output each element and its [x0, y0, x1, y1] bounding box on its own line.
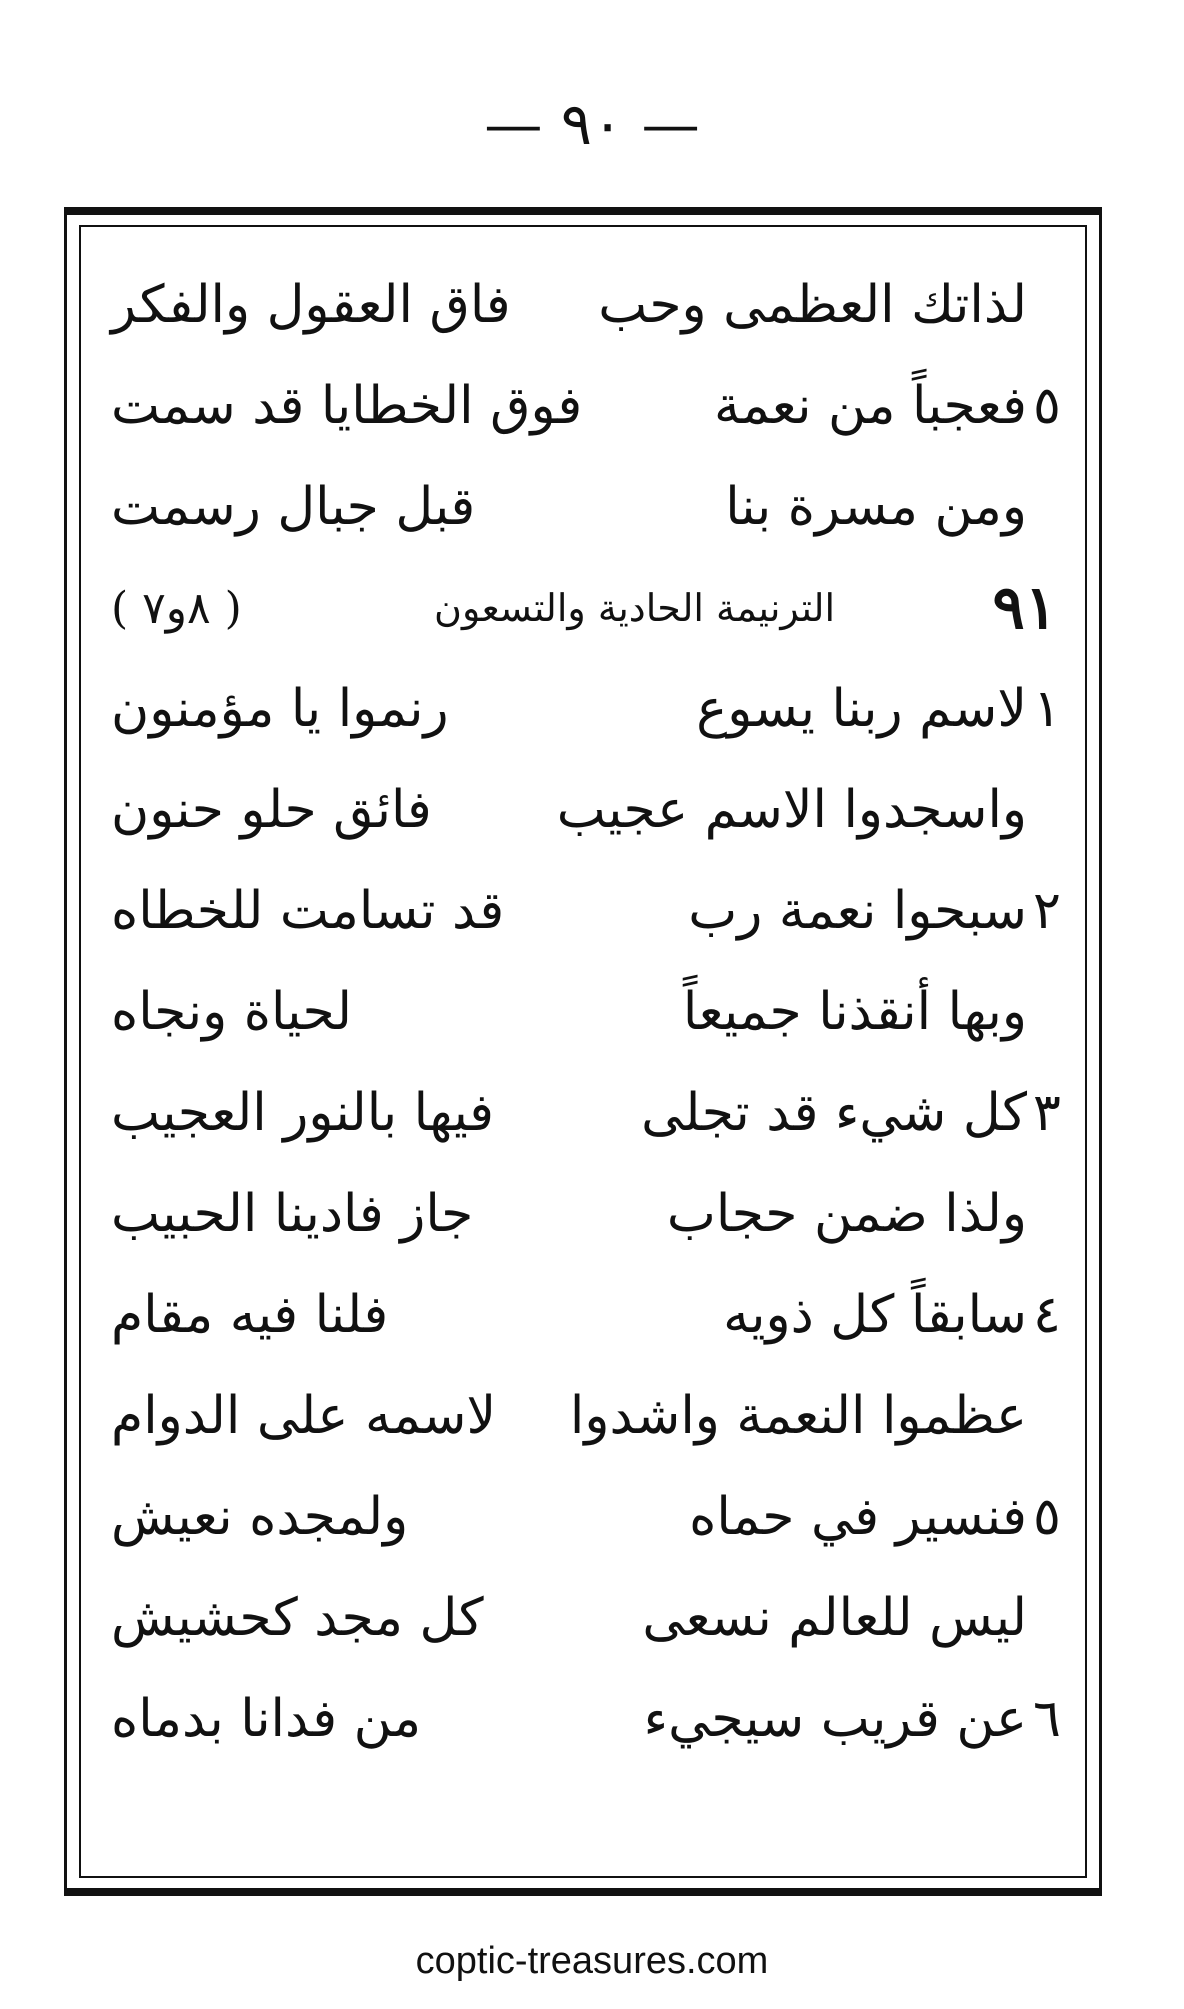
verse-line: [81, 457, 1085, 558]
verse-line: [81, 1467, 1085, 1568]
verse-line: [81, 356, 1085, 457]
verse-number: ٦: [1033, 1689, 1061, 1749]
second-hemistich: من فدانا بدماه: [111, 1689, 422, 1749]
first-hemistich: كل شيء قد تجلى: [641, 1083, 1027, 1143]
hymn-heading: [81, 558, 1085, 659]
verse-number: ٢: [1033, 881, 1061, 941]
source-watermark: coptic-treasures.com: [415, 1940, 769, 1982]
hymn-title: الترنيمة الحادية والتسعون: [434, 586, 835, 630]
second-hemistich: فوق الخطايا قد سمت: [111, 376, 583, 436]
verse-line: [81, 255, 1085, 356]
verse-line: [81, 962, 1085, 1063]
second-hemistich: فائق حلو حنون: [111, 780, 432, 840]
first-hemistich: ولذا ضمن حجاب: [666, 1184, 1027, 1244]
second-hemistich: لحياة ونجاه: [111, 982, 352, 1042]
verse-number: ٣: [1033, 1083, 1061, 1143]
verse-line: [81, 1669, 1085, 1770]
first-hemistich: لاسم ربنا يسوع: [696, 679, 1027, 739]
verse-line: [81, 1164, 1085, 1265]
verse-line: [81, 659, 1085, 760]
first-hemistich: وبها أنقذنا جميعاً: [682, 982, 1027, 1042]
verse-line: [81, 1366, 1085, 1467]
second-hemistich: جاز فادينا الحبيب: [111, 1184, 474, 1244]
second-hemistich: كل مجد كحشيش: [111, 1588, 484, 1648]
hymn-number: ٩١: [992, 573, 1057, 643]
second-hemistich: فاق العقول والفكر: [111, 275, 511, 335]
first-hemistich: سبحوا نعمة رب: [688, 881, 1027, 941]
second-hemistich: لاسمه على الدوام: [111, 1386, 497, 1446]
first-hemistich: فعجباً من نعمة: [713, 376, 1027, 436]
verse-line: [81, 1568, 1085, 1669]
second-hemistich: رنموا يا مؤمنون: [111, 679, 449, 739]
first-hemistich: واسجدوا الاسم عجيب: [556, 780, 1027, 840]
verse-line: [81, 1265, 1085, 1366]
second-hemistich: فلنا فيه مقام: [111, 1285, 389, 1345]
hymn-tune: ( ٨و٧ ): [111, 583, 242, 634]
first-hemistich: فنسير في حماه: [689, 1487, 1027, 1547]
page-number: — ٩٠ —: [484, 90, 700, 158]
verse-number: ٥: [1033, 376, 1061, 436]
second-hemistich: قد تسامت للخطاه: [111, 881, 505, 941]
verse-number: ٥: [1033, 1487, 1061, 1547]
second-hemistich: فيها بالنور العجيب: [111, 1083, 494, 1143]
verse-lines: [81, 255, 1085, 1770]
text-frame: [64, 207, 1102, 1896]
second-hemistich: ولمجده نعيش: [111, 1487, 409, 1547]
verse-line: [81, 760, 1085, 861]
first-hemistich: لذاتك العظمى وحب: [598, 275, 1027, 335]
verse-line: [81, 861, 1085, 962]
first-hemistich: عن قريب سيجيء: [643, 1689, 1027, 1749]
verse-number: ٤: [1033, 1285, 1061, 1345]
text-frame-inner: [79, 225, 1087, 1878]
verse-line: [81, 1063, 1085, 1164]
verse-number: ١: [1033, 679, 1061, 739]
second-hemistich: قبل جبال رسمت: [111, 477, 476, 537]
first-hemistich: ليس للعالم نسعى: [642, 1588, 1027, 1648]
first-hemistich: ومن مسرة بنا: [725, 477, 1027, 537]
first-hemistich: عظموا النعمة واشدوا: [569, 1386, 1027, 1446]
first-hemistich: سابقاً كل ذويه: [723, 1285, 1027, 1345]
